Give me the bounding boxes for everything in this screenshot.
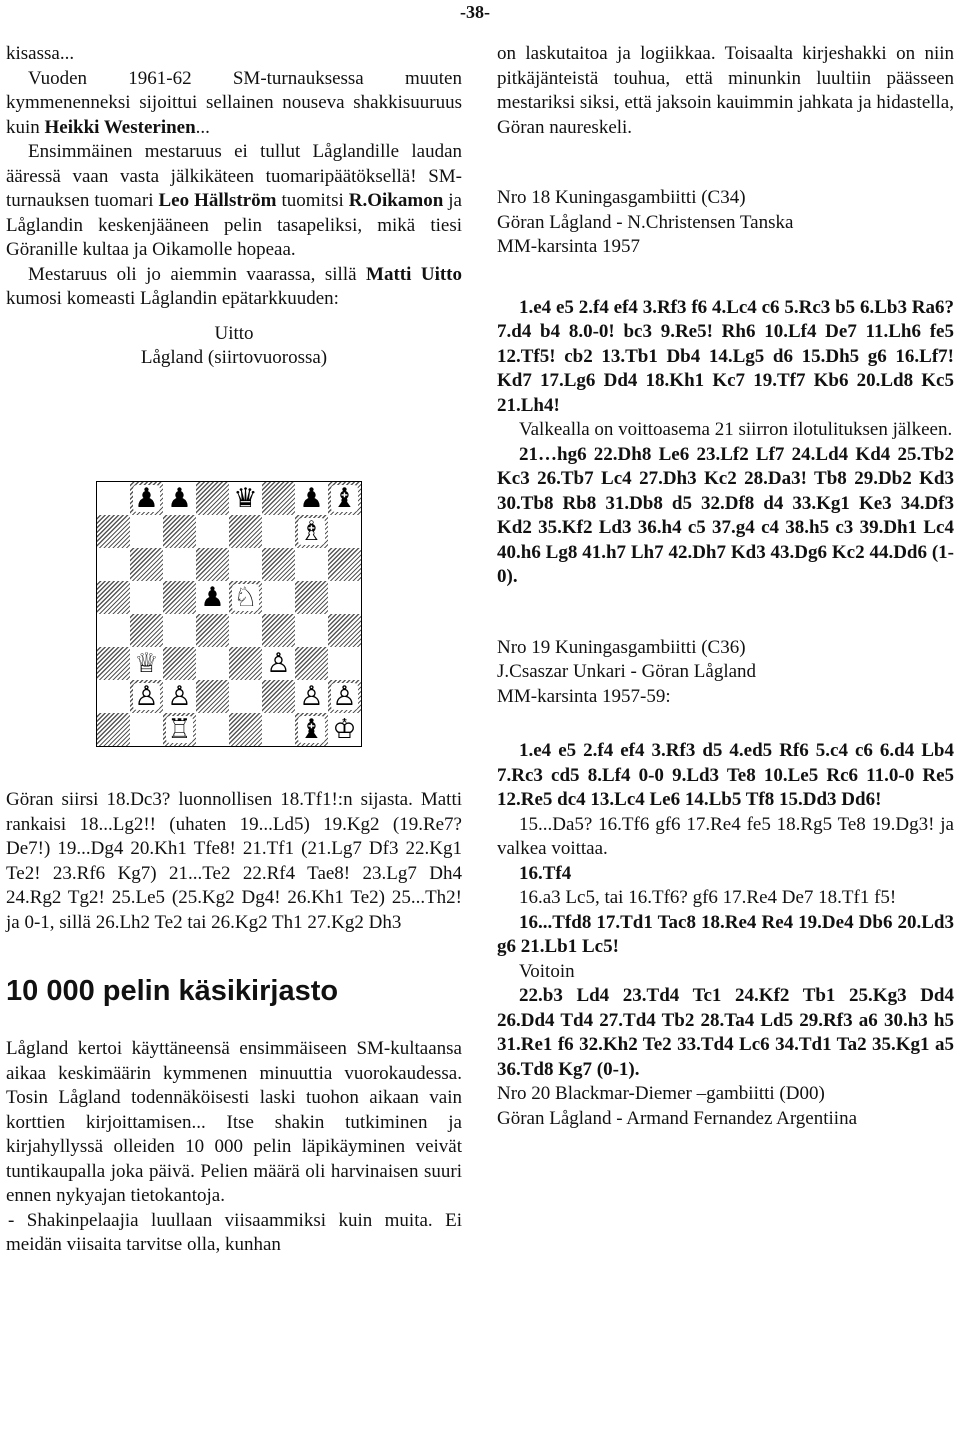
game-note: 15...Da5? 16.Tf6 gf6 17.Re4 fe5 18.Rg5 Te8 19.Dg3! ja valkea voittaa. [497, 813, 954, 859]
game-title: Nro 19 Kuningasgambiitti (C36) [497, 636, 746, 658]
white-queen-icon: ♕ [134, 648, 159, 679]
game-players: J.Csaszar Unkari - Göran Lågland [497, 661, 757, 682]
board-square [229, 515, 262, 548]
black-bishop-icon: ♝ [299, 714, 324, 745]
board-square [328, 680, 361, 713]
board-square [130, 581, 163, 614]
board-square [97, 713, 130, 746]
left-column-top [6, 42, 462, 371]
white-pawn-icon: ♙ [299, 681, 324, 712]
board-square [163, 680, 196, 713]
board-square [97, 614, 130, 647]
white-pawn-icon: ♙ [332, 681, 357, 712]
section-heading: 10 000 pelin käsikirjasto [6, 975, 339, 1007]
board-square [130, 647, 163, 680]
board-square [97, 482, 130, 515]
board-square [130, 482, 163, 515]
board-square [262, 713, 295, 746]
black-queen-icon: ♛ [233, 483, 258, 514]
game-players: Göran Lågland - N.Christensen Tanska [497, 211, 794, 233]
board-square [196, 713, 229, 746]
text-run: ... [195, 116, 210, 138]
text-run: kumosi komeasti Låglandin epätarkkuuden: [6, 288, 339, 309]
board-square [229, 581, 262, 614]
board-square [229, 548, 262, 581]
black-bishop-icon: ♝ [332, 483, 357, 514]
board-square [196, 581, 229, 614]
board-square [262, 482, 295, 515]
board-square [262, 548, 295, 581]
board-square [328, 647, 361, 680]
paragraph: on laskutaitoa ja logiikkaa. Toisaalta kirjeshakki on niin pitkäjänteistä touhua, että minunkin luultiin päässeen mestariksi siksi, että jaksoin kauimmin jahkata ja hidastella, Göran naureskeli. [497, 43, 954, 138]
board-square [196, 647, 229, 680]
board-square [295, 614, 328, 647]
board-square [328, 548, 361, 581]
board-square [328, 581, 361, 614]
board-square [97, 680, 130, 713]
referee-name: Leo Hällström [158, 190, 277, 211]
board-square [196, 548, 229, 581]
game-moves: 1.e4 e5 2.f4 ef4 3.Rf3 d5 4.ed5 Rf6 5.c4 c6 6.d4 Lb4 7.Rc3 cd5 8.Lf4 0-0 9.Ld3 Te8 10.Le5 Rc6 11.0-0 Re5 12.Re5 dc4 13.Lc4 Le6 14.Lb5 Tf8 15.Dd3 Dd6! [497, 740, 954, 810]
board-square [130, 515, 163, 548]
game-note: 16.a3 Lc5, tai 16.Tf6? gf6 17.Re4 De7 18.Tf1 f5! [519, 887, 897, 908]
paragraph [6, 67, 462, 141]
text-run: ja Låglandin keskenjääneen pelin tasapeliksi, mikä tiesi Göranille kultaa ja Oikamolle hopeaa. [6, 190, 462, 260]
board-square [295, 680, 328, 713]
board-square [97, 548, 130, 581]
player-name: Heikki Westerinen [44, 116, 196, 138]
board-square [196, 482, 229, 515]
page-number: -38- [460, 2, 490, 22]
diagram-top-player: Uitto [214, 322, 254, 344]
board-square [295, 515, 328, 548]
board-square [163, 581, 196, 614]
board-square [328, 482, 361, 515]
game-event: MM-karsinta 1957 [497, 236, 641, 257]
white-knight-icon: ♘ [233, 582, 258, 613]
board-square [163, 548, 196, 581]
board-square [328, 515, 361, 548]
game-title: Nro 18 Kuningasgambiitti (C34) [497, 187, 746, 208]
board-square [295, 647, 328, 680]
diagram-bottom-player: Lågland (siirtovuorossa) [140, 347, 328, 368]
board-square [328, 713, 361, 746]
board-square [97, 647, 130, 680]
board-square [262, 515, 295, 548]
white-bishop-icon: ♗ [299, 516, 324, 547]
board-square [163, 647, 196, 680]
paragraph [6, 140, 462, 263]
white-pawn-icon: ♙ [266, 648, 291, 679]
black-pawn-icon: ♟ [299, 483, 324, 514]
paragraph [6, 263, 462, 312]
board-square [262, 680, 295, 713]
board-square [130, 548, 163, 581]
board-square [196, 680, 229, 713]
board-square [229, 614, 262, 647]
white-king-icon: ♔ [332, 714, 357, 745]
game-moves: 16.Tf4 [519, 862, 572, 884]
paragraph: Lågland kertoi käyttäneensä ensimmäiseen SM-kultaansa aikaa keskimäärin kymmenen minuuttia vuorokaudessa. Tosin Lågland todennäköisesti laski tuohon aikaan vain korttien kirjoittamisen... Itse shakin tutkiminen ja kirjahyllyssä olleiden 10 000 pelin läpikäyminen veivät tuntikaupalla joka päivä. Pelien määrä oli harvinaisen suuri ennen nykyajan tietokantoja. [6, 1038, 462, 1206]
white-rook-icon: ♖ [167, 714, 192, 745]
board-square [295, 581, 328, 614]
game-note: Valkealla on voittoasema 21 siirron ilotulituksen jälkeen. [519, 419, 953, 440]
game-moves: 22.b3 Ld4 23.Td4 Tc1 24.Kf2 Tb1 25.Kg3 Dd4 26.Dd4 Td4 27.Td4 Tb2 28.Ta4 Ld5 29.Rf3 a6 30.h3 h5 31.Re1 f6 32.Kh2 Te2 33.Td4 Lc6 34.Td1 Ta2 35.Kg1 a5 36.Td8 Kg7 (0-1). [497, 985, 954, 1080]
black-pawn-icon: ♟ [200, 582, 225, 613]
paragraph: - Shakinpelaajia luullaan viisaammiksi kuin muita. Ei meidän viisaita tarvitse olla, kunhan [6, 1209, 462, 1255]
game-players: Göran Lågland - Armand Fernandez Argentiina [497, 1107, 858, 1129]
board-square [229, 713, 262, 746]
board-square [229, 680, 262, 713]
game-moves: 1.e4 e5 2.f4 ef4 3.Rf3 f6 4.Lc4 c6 5.Rc3 b5 6.Lb3 Ra6? 7.d4 b4 8.0-0! bc3 9.Re5! Rh6 10.Lf4 De7 11.Lh6 fe5 12.Tf5! cb2 13.Tb1 Db4 14.Lg5 d6 15.Dh5 g6 16.Lf7! Kd7 17.Lg6 Dd4 18.Kh1 Kc7 19.Tf7 Kb6 20.Ld8 Kc5 21.Lh4! [497, 296, 954, 416]
board-square [295, 713, 328, 746]
board-square [163, 713, 196, 746]
black-pawn-icon: ♟ [134, 483, 159, 514]
board-square [196, 515, 229, 548]
board-square [229, 647, 262, 680]
board-square [229, 482, 262, 515]
board-square [163, 614, 196, 647]
left-column-bottom [6, 788, 462, 1258]
game-event: MM-karsinta 1957-59: [497, 685, 671, 707]
board-square [196, 614, 229, 647]
black-pawn-icon: ♟ [167, 483, 192, 514]
board-square [97, 515, 130, 548]
chess-diagram [96, 481, 362, 747]
right-column [497, 42, 954, 1131]
white-pawn-icon: ♙ [167, 681, 192, 712]
board-square [163, 515, 196, 548]
board-square [295, 548, 328, 581]
board-square [163, 482, 196, 515]
text-run: Ensimmäinen mestaruus ei tullut Låglandille laudan ääressä vaan vasta jälkikäteen tuomaripäätöksellä! SM-turnauksen tuomari [6, 141, 462, 211]
board-square [262, 614, 295, 647]
white-pawn-icon: ♙ [134, 681, 159, 712]
paragraph: kisassa... [6, 43, 75, 64]
board-square [130, 713, 163, 746]
board-square [295, 482, 328, 515]
player-name: R.Oikamon [348, 190, 444, 211]
text-run: tuomitsi [276, 190, 349, 211]
board-square [328, 614, 361, 647]
game-note: Voitoin [519, 960, 575, 982]
board-square [97, 581, 130, 614]
board-square [262, 581, 295, 614]
board-square [130, 614, 163, 647]
board-square [130, 680, 163, 713]
game-title: Nro 20 Blackmar-Diemer –gambiitti (D00) [497, 1083, 825, 1104]
text-run: Mestaruus oli jo aiemmin vaarassa, sillä [28, 263, 367, 285]
game-moves: 16...Tfd8 17.Td1 Tac8 18.Re4 Re4 19.De4 Db6 20.Ld3 g6 21.Lb1 Lc5! [497, 911, 954, 957]
game-moves: 21…hg6 22.Dh8 Le6 23.Lf2 Lf7 24.Ld4 Kd4 25.Tb2 Kc3 26.Tb7 Lc4 27.Dh3 Kc2 28.Da3! Tb8 29.Db2 Kd3 30.Tb8 Rb8 31.Db8 d5 32.Df8 d4 33.Kg1 Ke3 34.Df3 Kd2 35.Kf2 Ld3 36.h4 c5 37.g4 c4 38.h5 c3 39.Dh1 Lc4 40.h6 Lg8 41.h7 Lh7 42.Dh7 Kd3 43.Dg6 Kc2 44.Dd6 (1-0). [497, 443, 954, 587]
player-name: Matti Uitto [366, 263, 462, 285]
text-run: Vuoden 1961-62 SM-turnauksessa muuten kymmenenneksi sijoittui sellainen nouseva shakkisuuruus kuin [6, 67, 462, 138]
board-square [262, 647, 295, 680]
game-commentary: Göran siirsi 18.Dc3? luonnollisen 18.Tf1!:n sijasta. Matti rankaisi 18...Lg2!! (uhaten 19...Ld5) 19.Kg2 (19.Re7? De7!) 19...Dg4 20.Kh1 Tfe8! 21.Tf1 (21.Lg7 Df3 22.Kg1 Te2! 23.Rf6 Kg7) 21...Te2 22.Rf4 Tae8! 23.Lg7 Dh4 24.Rg2 Tg2! 25.Le5 (25.Kg2 Dg4! 26.Kh1 Te2) 25...Th2! ja 0-1, sillä 26.Lh2 Te2 tai 26.Kg2 Th1 27.Kg2 Dh3 [6, 789, 462, 933]
